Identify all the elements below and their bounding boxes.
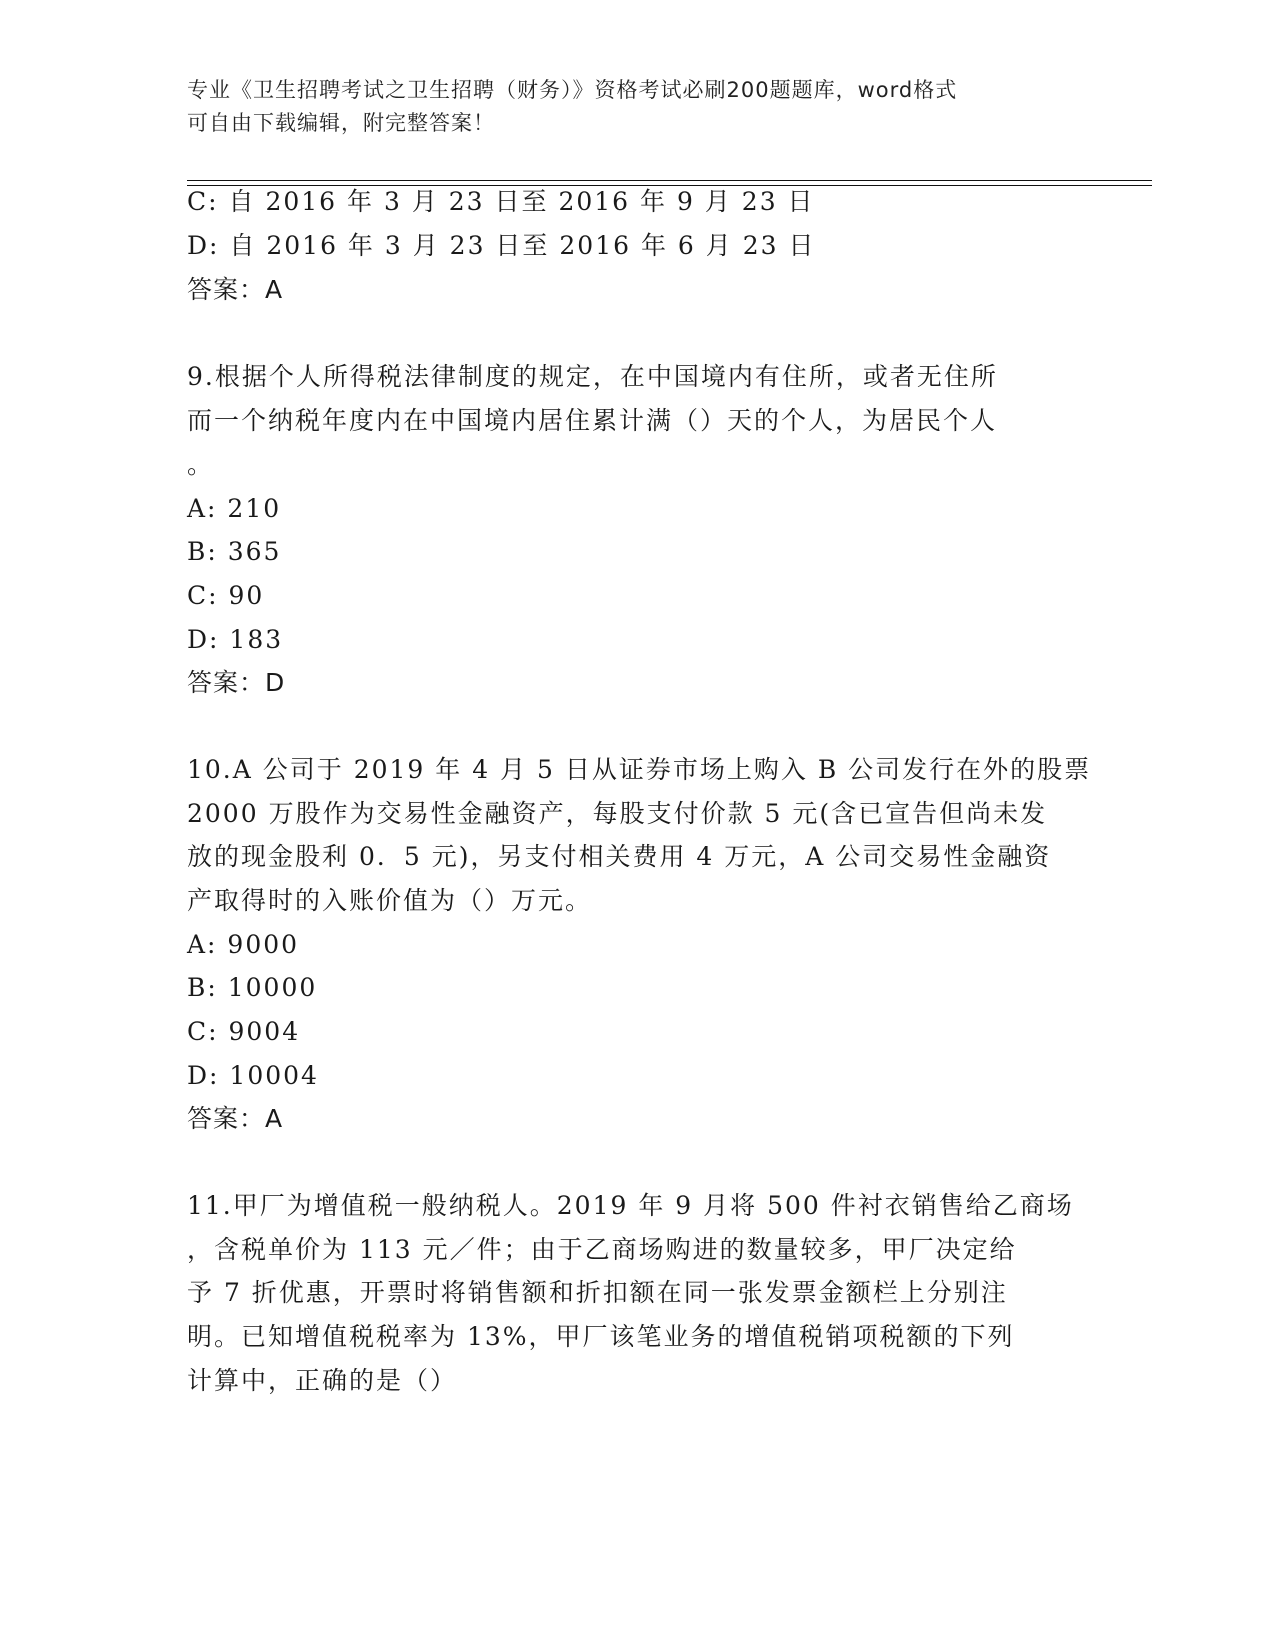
q9-stem-line-1: 9.根据个人所得税法律制度的规定，在中国境内有住所，或者无住所 [187,362,998,391]
q11-stem-line-2: ，含税单价为 113 元／件；由于乙商场购进的数量较多，甲厂决定给 [187,1235,1017,1264]
q11-stem-line-1: 11.甲厂为增值税一般纳税人。2019 年 9 月将 500 件衬衣销售给乙商场 [187,1191,1074,1220]
header-line-2: 可自由下载编辑，附完整答案！ [187,111,495,135]
q10-answer: 答案：A [187,1104,284,1133]
q8-option-c: C: 自 2016 年 3 月 23 日至 2016 年 9 月 23 日 [187,187,815,216]
q9-stem-line-3: 。 [187,450,215,479]
q10-stem-line-1: 10.A 公司于 2019 年 4 月 5 日从证券市场上购入 B 公司发行在外的股票 [187,755,1092,784]
header-line-1: 专业《卫生招聘考试之卫生招聘（财务）》资格考试必刷200题题库，word格式 [187,78,958,102]
q10-option-a: A: 9000 [187,930,300,959]
q10-option-b: B: 10000 [187,973,318,1002]
q10-option-c: C: 9004 [187,1017,301,1046]
q11-stem-line-4: 明。已知增值税税率为 13%，甲厂该笔业务的增值税销项税额的下列 [187,1322,1015,1351]
q9-option-d: D: 183 [187,625,284,654]
q9-stem-line-2: 而一个纳税年度内在中国境内居住累计满（）天的个人，为居民个人 [187,406,998,435]
document-header [187,74,1087,140]
q9-option-a: A: 210 [187,494,282,523]
q11-stem-line-5: 计算中，正确的是（） [187,1366,458,1395]
q9-answer: 答案：D [187,668,286,697]
q9-option-b: B: 365 [187,537,282,566]
q10-stem-line-3: 放的现金股利 0．5 元)，另支付相关费用 4 万元，A 公司交易性金融资 [187,842,1052,871]
header-rule-bottom [187,185,1152,186]
header-rule-top [187,180,1152,181]
q11-stem-line-3: 予 7 折优惠，开票时将销售额和折扣额在同一张发票金额栏上分别注 [187,1278,1008,1307]
q10-option-d: D: 10004 [187,1061,319,1090]
q8-answer: 答案：A [187,275,284,304]
q9-option-c: C: 90 [187,581,265,610]
q10-stem-line-4: 产取得时的入账价值为（）万元。 [187,886,593,915]
q8-option-d: D: 自 2016 年 3 月 23 日至 2016 年 6 月 23 日 [187,231,816,260]
q10-stem-line-2: 2000 万股作为交易性金融资产，每股支付价款 5 元(含已宣告但尚未发 [187,799,1048,828]
